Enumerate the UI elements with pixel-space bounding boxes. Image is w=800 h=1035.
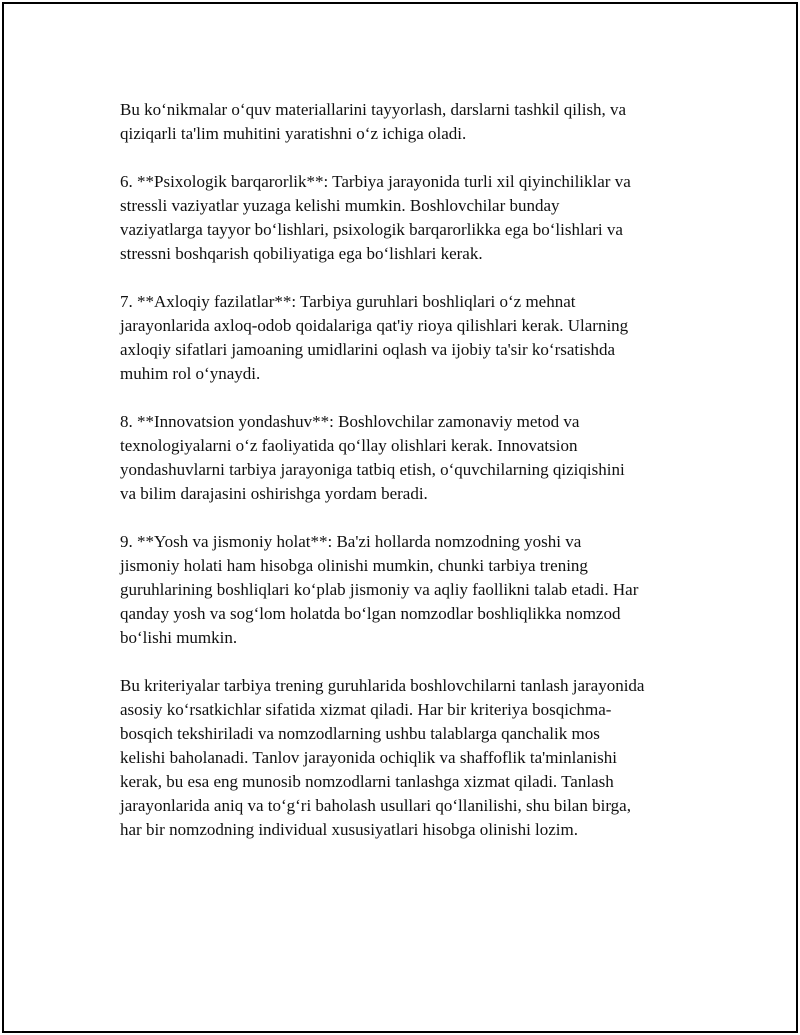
document-body — [120, 98, 710, 842]
paragraph-item-6-psychological-stability: 6. **Psixologik barqarorlik**: Tarbiya jarayonida turli xil qiyinchiliklar va stressli vaziyatlar yuzaga kelishi mumkin. Boshlovchilar bunday vaziyatlarga tayyor bo‘lishlari, psixologik barqarorlikka ega bo‘lishlari va stressni boshqarish qobiliyatiga ega bo‘lishlari kerak. — [120, 172, 631, 263]
paragraph-conclusion: Bu kriteriyalar tarbiya trening guruhlarida boshlovchilarni tanlash jarayonida asosiy ko‘rsatkichlar sifatida xizmat qiladi. Har bir kriteriya bosqichma- bosqich tekshiriladi va nomzodlarning ushbu talablarga qanchalik mos kelishi baholanadi. Tanlov jarayonida ochiqlik va shaffoflik ta'minlanishi kerak, bu esa eng munosib nomzodlarni tanlashga xizmat qiladi. Tanlash jarayonlarida aniq va to‘g‘ri baholash usullari qo‘llanilishi, shu bilan birga, har bir nomzodning individual xususiyatlari hisobga olinishi lozim. — [120, 676, 645, 839]
paragraph-item-9-age-and-physical-condition: 9. **Yosh va jismoniy holat**: Ba'zi hollarda nomzodning yoshi va jismoniy holati ham hisobga olinishi mumkin, chunki tarbiya trening guruhlarining boshliqlari ko‘plab jismoniy va aqliy faollikni talab etadi. Har qanday yosh va sog‘lom holatda bo‘lgan nomzodlar boshliqlikka nomzod bo‘lishi mumkin. — [120, 532, 639, 647]
paragraph-intro-continuation: Bu ko‘nikmalar o‘quv materiallarini tayyorlash, darslarni tashkil qilish, va qiziqarli ta'lim muhitini yaratishni o‘z ichiga oladi. — [120, 100, 627, 143]
paragraph-item-8-innovative-approach: 8. **Innovatsion yondashuv**: Boshlovchilar zamonaviy metod va texnologiyalarni o‘z faoliyatida qo‘llay olishlari kerak. Innovatsion yondashuvlarni tarbiya jarayoniga tatbiq etish, o‘quvchilarning qiziqishini va bilim darajasini oshirishga yordam beradi. — [120, 412, 625, 503]
document-page — [2, 2, 798, 1033]
paragraph-item-7-moral-qualities: 7. **Axloqiy fazilatlar**: Tarbiya guruhlari boshliqlari o‘z mehnat jarayonlarida axloq-odob qoidalariga qat'iy rioya qilishlari kerak. Ularning axloqiy sifatlari jamoaning umidlarini oqlash va ijobiy ta'sir ko‘rsatishda muhim rol o‘ynaydi. — [120, 292, 629, 383]
